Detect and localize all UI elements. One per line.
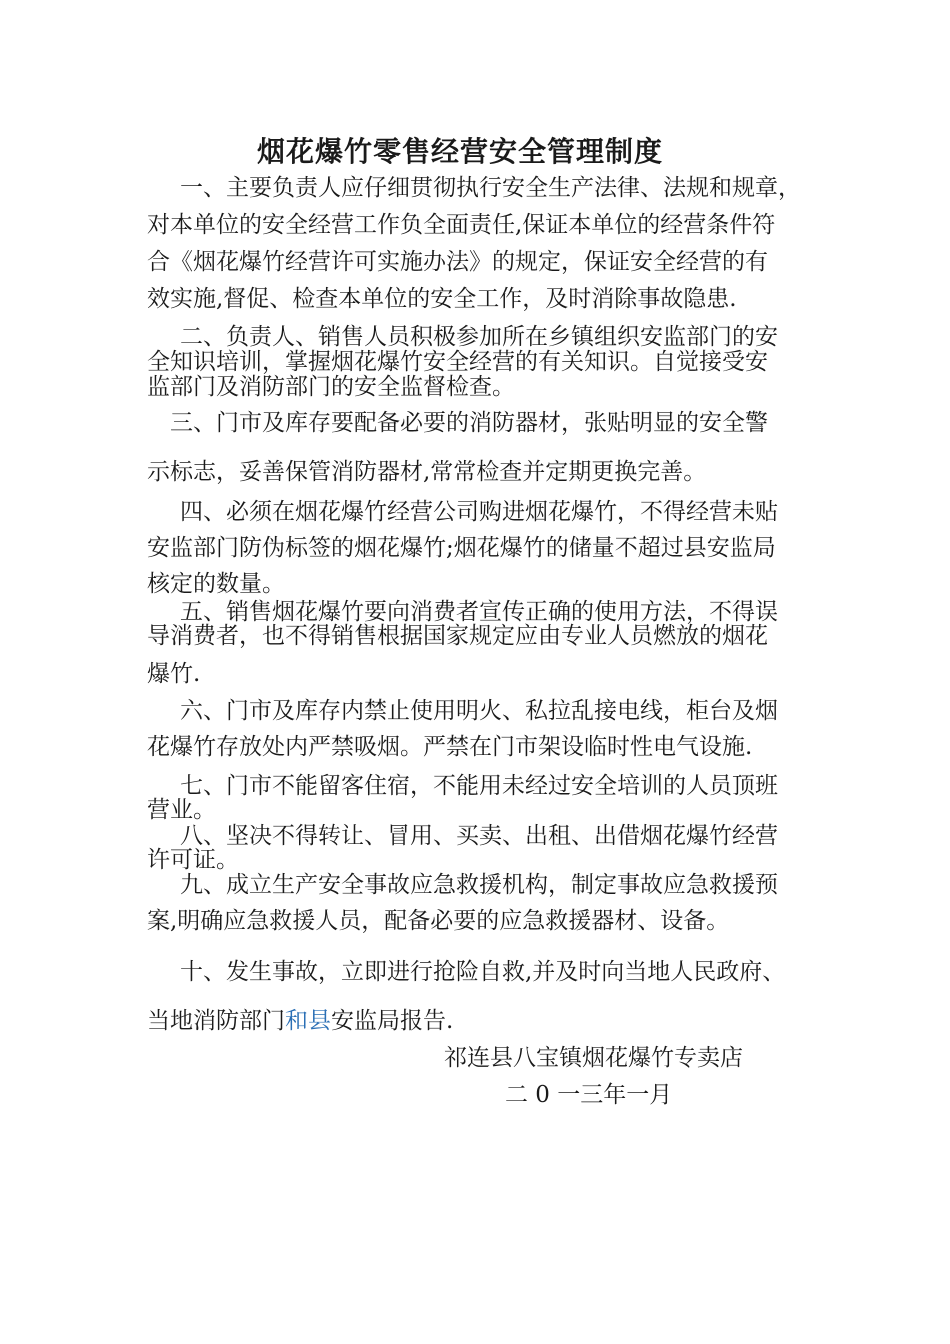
paragraph-line: 六、门市及库存内禁止使用明火、私拉乱接电线，柜台及烟 (180, 698, 778, 724)
paragraph-line: 八、坚决不得转让、冒用、买卖、出租、出借烟花爆竹经营 (180, 823, 778, 849)
paragraph-line: 三、门市及库存要配备必要的消防器材，张贴明显的安全警 (170, 410, 768, 436)
paragraph-line: 五、销售烟花爆竹要向消费者宣传正确的使用方法，不得误 (180, 599, 778, 625)
paragraph-line: 花爆竹存放处内严禁吸烟。严禁在门市架设临时性电气设施. (147, 734, 753, 760)
paragraph-line: 安监部门防伪标签的烟花爆竹;烟花爆竹的储量不超过县安监局 (147, 535, 776, 561)
county-link[interactable]: 和县 (285, 1008, 331, 1034)
paragraph-line: 十、发生事故，立即进行抢险自救,并及时向当地人民政府、 (180, 959, 786, 985)
paragraph-line: 核定的数量。 (147, 571, 285, 597)
paragraph-line: 案,明确应急救援人员，配备必要的应急救援器材、设备。 (147, 908, 730, 934)
signature: 祁连县八宝镇烟花爆竹专卖店 (444, 1045, 743, 1071)
last-line-text-end: 安监局报告. (331, 1008, 454, 1034)
document-date: 二 0 一三年一月 (505, 1082, 673, 1108)
paragraph-line: 四、必须在烟花爆竹经营公司购进烟花爆竹，不得经营未贴 (180, 499, 778, 525)
paragraph-line: 爆竹. (147, 661, 201, 687)
paragraph-line: 一、主要负责人应仔细贯彻执行安全生产法律、法规和规章， (180, 175, 801, 201)
paragraph-line: 许可证。 (147, 847, 239, 873)
paragraph-line-last (147, 1006, 453, 1036)
paragraph-line: 效实施,督促、检查本单位的安全工作，及时消除事故隐患. (147, 286, 737, 312)
paragraph-line: 九、成立生产安全事故应急救援机构，制定事故应急救援预 (180, 872, 778, 898)
paragraph-line: 示标志，妥善保管消防器材,常常检查并定期更换完善。 (147, 459, 707, 485)
last-line-text: 当地消防部门 (147, 1008, 285, 1034)
paragraph-line: 二、负责人、销售人员积极参加所在乡镇组织安监部门的安 (180, 324, 778, 350)
paragraph-line: 营业。 (147, 797, 216, 823)
paragraph-line: 合《烟花爆竹经营许可实施办法》的规定，保证安全经营的有 (147, 249, 768, 275)
paragraph-line: 监部门及消防部门的安全监督检查。 (147, 374, 515, 400)
paragraph-line: 全知识培训，掌握烟花爆竹安全经营的有关知识。自觉接受安 (147, 349, 768, 375)
paragraph-line: 对本单位的安全经营工作负全面责任,保证本单位的经营条件符 (147, 212, 776, 238)
paragraph-line: 七、门市不能留客住宿，不能用未经过安全培训的人员顶班 (180, 773, 778, 799)
paragraph-line: 导消费者，也不得销售根据国家规定应由专业人员燃放的烟花 (147, 623, 768, 649)
document-title: 烟花爆竹零售经营安全管理制度 (256, 135, 663, 168)
